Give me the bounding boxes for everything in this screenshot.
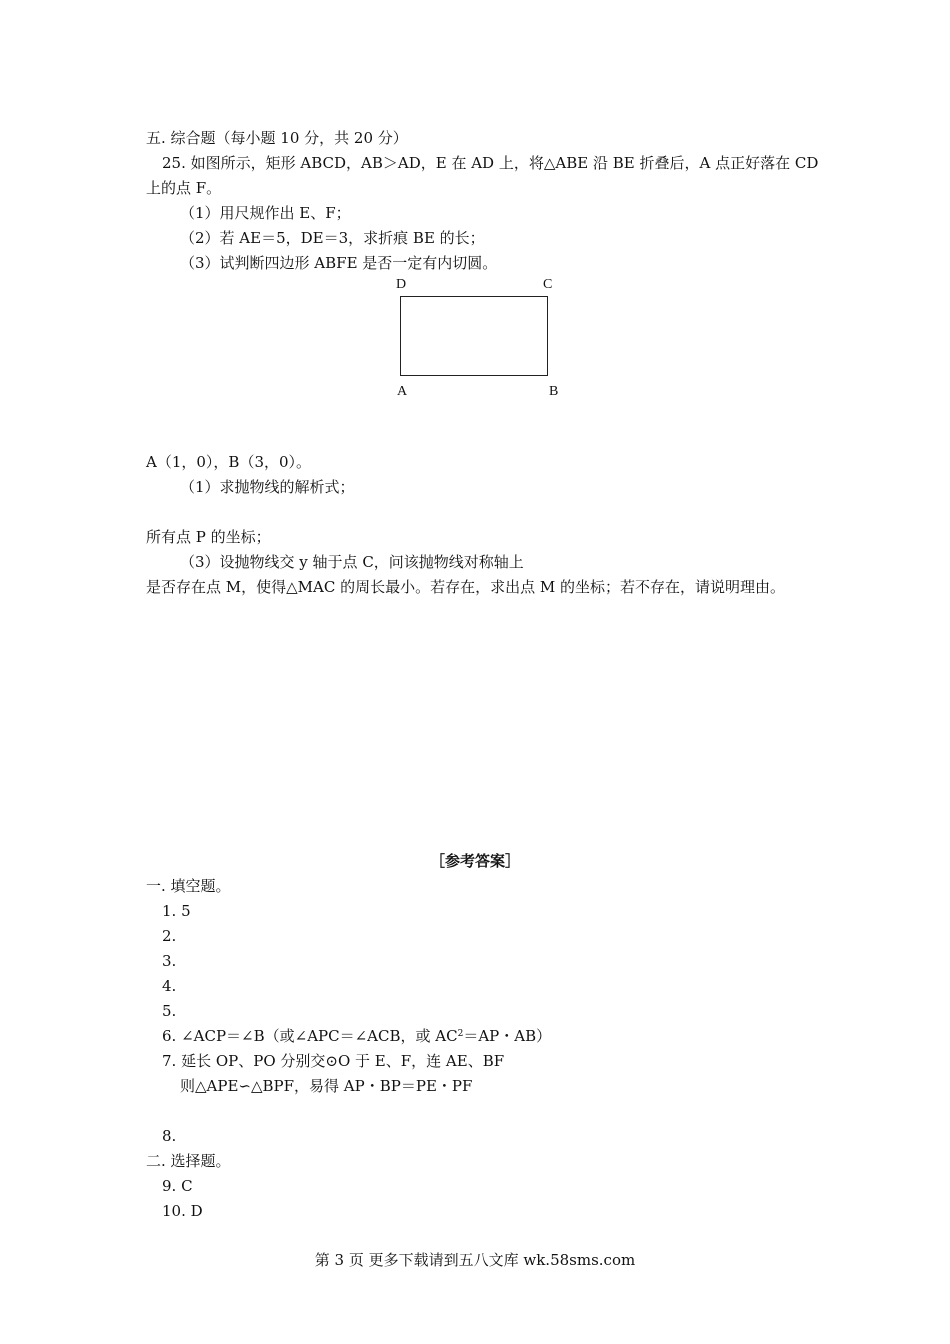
question-26-line-2: 所有点 P 的坐标； [146, 528, 271, 546]
question-25-part-3: （3）试判断四边形 ABFE 是否一定有内切圆。 [180, 254, 498, 272]
answers-title: ［参考答案］ [429, 852, 520, 870]
answer-6-text-end: ＝AP・AB） [463, 1027, 552, 1045]
question-26-part-1: （1）求抛物线的解析式； [180, 478, 355, 496]
answer-2: 2. [162, 927, 177, 945]
page-footer: 第 3 页 更多下载请到五八文库 wk.58sms.com [314, 1251, 636, 1269]
answer-10: 10. D [162, 1202, 203, 1220]
answer-6-text: 6. ∠ACP＝∠B（或∠APC＝∠ACB，或 AC [162, 1027, 458, 1045]
label-d: D [396, 277, 407, 292]
question-25-part-2: （2）若 AE＝5，DE＝3，求折痕 BE 的长； [180, 229, 485, 247]
answer-6 [162, 1026, 551, 1046]
answer-6-superscript: 2 [457, 1029, 464, 1039]
answer-7-line-1: 7. 延长 OP、PO 分别交⊙O 于 E、F，连 AE、BF [162, 1052, 505, 1070]
answers-part1-heading: 一. 填空题。 [146, 877, 231, 895]
question-25-line-2: 上的点 F。 [146, 179, 222, 197]
label-b: B [549, 384, 559, 399]
answer-7-line-2: 则△APE∽△BPF，易得 AP・BP＝PE・PF [180, 1077, 473, 1095]
answer-1: 1. 5 [162, 902, 191, 920]
answer-3: 3. [162, 952, 177, 970]
question-26-line-1: A（1，0），B（3，0）。 [146, 453, 312, 471]
answer-5: 5. [162, 1002, 177, 1020]
question-25-line-1: 25. 如图所示，矩形 ABCD，AB＞AD，E 在 AD 上，将△ABE 沿 BE 折叠后，A 点正好落在 CD [162, 154, 819, 172]
answer-8: 8. [162, 1127, 177, 1145]
question-25-part-1: （1）用尺规作出 E、F； [180, 204, 351, 222]
label-a: A [397, 384, 408, 399]
answer-9: 9. C [162, 1177, 193, 1195]
label-c: C [543, 277, 553, 292]
answers-part2-heading: 二. 选择题。 [146, 1152, 231, 1170]
section-heading: 五. 综合题（每小题 10 分，共 20 分） [146, 129, 408, 147]
rectangle-abcd [400, 296, 548, 376]
question-26-line-3: 是否存在点 M，使得△MAC 的周长最小。若存在，求出点 M 的坐标；若不存在，请说明理由。 [146, 578, 785, 596]
question-26-part-3: （3）设抛物线交 y 轴于点 C，问该抛物线对称轴上 [180, 553, 524, 571]
answer-4: 4. [162, 977, 177, 995]
